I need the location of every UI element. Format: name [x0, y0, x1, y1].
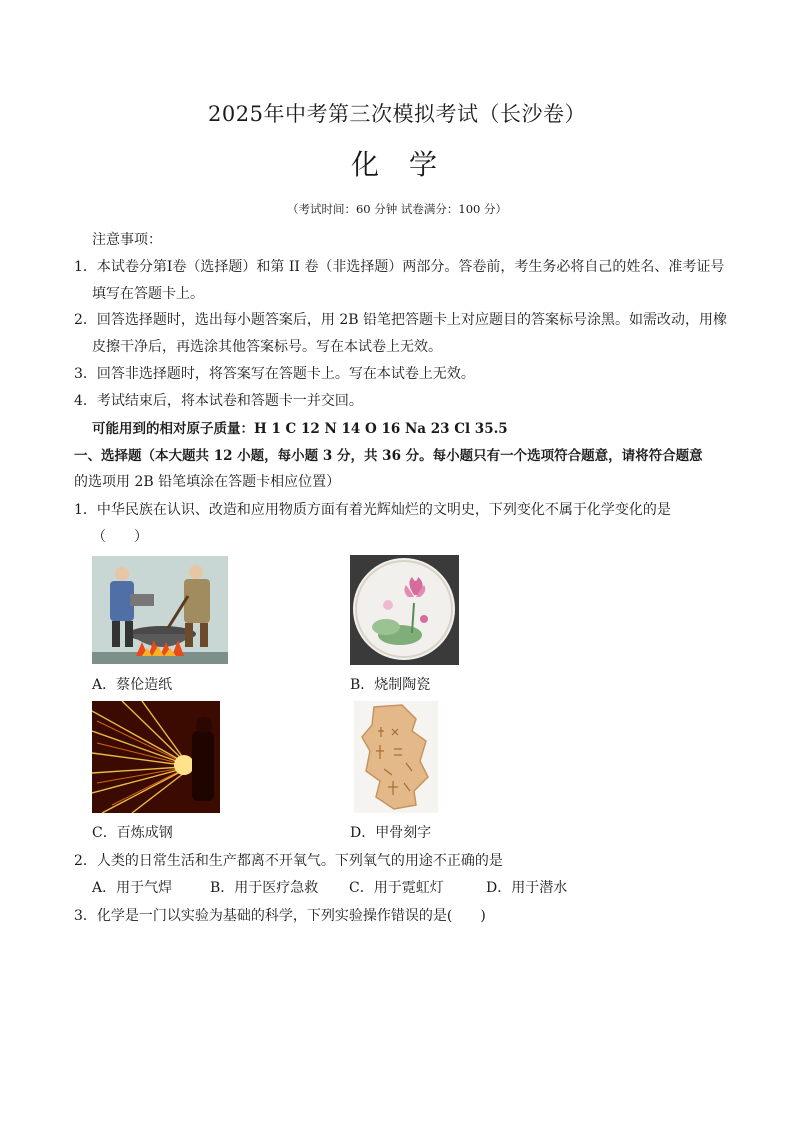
note-item-2-line-2: 皮擦干净后，再选涂其他答案标号。写在本试卷上无效。: [92, 339, 442, 355]
forging-sparks-icon: [92, 701, 220, 813]
question-1-answer-paren: （ ）: [92, 529, 148, 545]
porcelain-image: [350, 555, 459, 665]
note-item-1-line-1: 1．本试卷分第Ⅰ卷（选择题）和第 II 卷（非选择题）两部分。答卷前，考生务必将自己的姓名、准考证号: [74, 259, 725, 275]
forging-image: [92, 701, 220, 813]
porcelain-plate-icon: [350, 555, 459, 665]
note-item-1-line-2: 填写在答题卡上。: [92, 286, 204, 302]
option-d-label: D．甲骨刻字: [350, 825, 432, 841]
section-1-line-2: 的选项用 2B 铅笔填涂在答题卡相应位置）: [74, 474, 341, 490]
question-3-text: 3．化学是一门以实验为基础的科学，下列实验操作错误的是( ): [74, 908, 486, 924]
oracle-bone-icon: [354, 701, 438, 813]
note-item-2-line-1: 2．回答选择题时，选出每小题答案后，用 2B 铅笔把答题卡上对应题目的答案标号涂黑。如需改动，用橡: [74, 312, 728, 328]
q2-option-b: B．用于医疗急救: [210, 880, 319, 896]
atomic-masses: 可能用到的相对原子质量：H 1 C 12 N 14 O 16 Na 23 Cl 35.5: [92, 421, 508, 437]
section-1-line-1: 一、选择题（本大题共 12 小题，每小题 3 分，共 36 分。每小题只有一个选项符合题意，请将符合题意: [74, 448, 703, 464]
note-item-4: 4．考试结束后，将本试卷和答题卡一并交回。: [74, 393, 363, 409]
option-b-label: B．烧制陶瓷: [350, 677, 431, 693]
note-item-3: 3．回答非选择题时，将答案写在答题卡上。写在本试卷上无效。: [74, 366, 475, 382]
q2-option-d: D．用于潜水: [486, 880, 568, 896]
option-c-label: C．百炼成钢: [92, 825, 173, 841]
question-1-text: 1．中华民族在认识、改造和应用物质方面有着光辉灿烂的文明史，下列变化不属于化学变化的是: [74, 502, 671, 518]
option-a-label: A．蔡伦造纸: [92, 677, 173, 693]
q2-option-c: C．用于霓虹灯: [349, 880, 444, 896]
oracle-bone-image: [354, 701, 438, 813]
papermaking-illustration-icon: [92, 556, 228, 664]
question-2-text: 2．人类的日常生活和生产都离不开氧气。下列氧气的用途不正确的是: [74, 853, 503, 869]
subject-title: 化学: [350, 148, 467, 181]
time-info: （考试时间：60 分钟 试卷满分：100 分）: [286, 202, 508, 216]
exam-title: 2025年中考第三次模拟考试（长沙卷）: [208, 102, 586, 126]
notes-heading: 注意事项：: [92, 232, 162, 248]
q2-option-a: A．用于气焊: [92, 880, 173, 896]
papermaking-image: [92, 556, 228, 664]
